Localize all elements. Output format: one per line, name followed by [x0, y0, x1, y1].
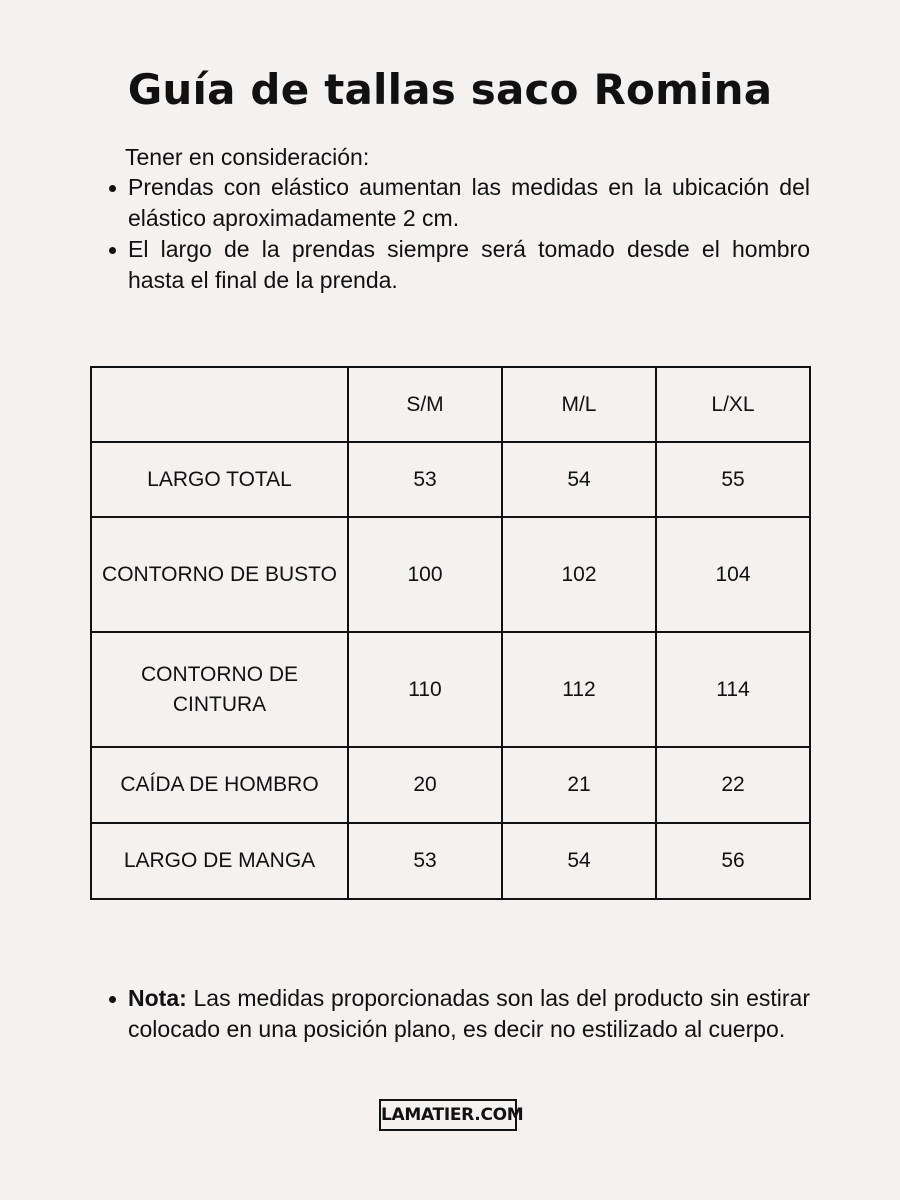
table-cell: 53: [348, 442, 502, 517]
table-header-row: [91, 367, 810, 442]
header-cell-sm: S/M: [348, 367, 502, 442]
table-cell: 110: [348, 632, 502, 747]
table-cell: 21: [502, 747, 656, 823]
table-cell: 20: [348, 747, 502, 823]
brand-logo: LAMATIER.COM: [379, 1099, 517, 1131]
table-cell: 112: [502, 632, 656, 747]
table-cell: 114: [656, 632, 810, 747]
intro-text: Tener en consideración:: [125, 144, 370, 170]
table-cell: 104: [656, 517, 810, 632]
table-row: [91, 442, 810, 517]
header-cell-lxl: L/XL: [656, 367, 810, 442]
table-cell: 100: [348, 517, 502, 632]
table-cell: 22: [656, 747, 810, 823]
table-cell: 54: [502, 442, 656, 517]
table-row: [91, 632, 810, 747]
row-label: CONTORNO DE BUSTO: [91, 517, 348, 632]
note-item: [105, 983, 810, 1045]
page-title: Guía de tallas saco Romina: [127, 65, 773, 114]
table-cell: 55: [656, 442, 810, 517]
list-item: El largo de la prendas siempre será tomado desde el hombro hasta el final de la prenda.: [105, 234, 810, 296]
row-label: CONTORNO DE CINTURA: [91, 632, 348, 747]
table-cell: 56: [656, 823, 810, 899]
row-label: LARGO TOTAL: [91, 442, 348, 517]
table-cell: 102: [502, 517, 656, 632]
consideration-list: [105, 172, 810, 296]
note-label: Nota:: [128, 985, 187, 1011]
note-text: Las medidas proporcionadas son las del producto sin estirar colocado en una posición plano, es decir no estilizado al cuerpo.: [128, 985, 810, 1042]
table-row: [91, 747, 810, 823]
table-row: [91, 517, 810, 632]
list-item: Prendas con elástico aumentan las medidas en la ubicación del elástico aproximadamente 2 cm.: [105, 172, 810, 234]
header-cell-empty: [91, 367, 348, 442]
note-list: [105, 983, 810, 1045]
table-cell: 54: [502, 823, 656, 899]
row-label: LARGO DE MANGA: [91, 823, 348, 899]
header-cell-ml: M/L: [502, 367, 656, 442]
row-label: CAÍDA DE HOMBRO: [91, 747, 348, 823]
size-table: [90, 366, 811, 900]
table-cell: 53: [348, 823, 502, 899]
table-row: [91, 823, 810, 899]
